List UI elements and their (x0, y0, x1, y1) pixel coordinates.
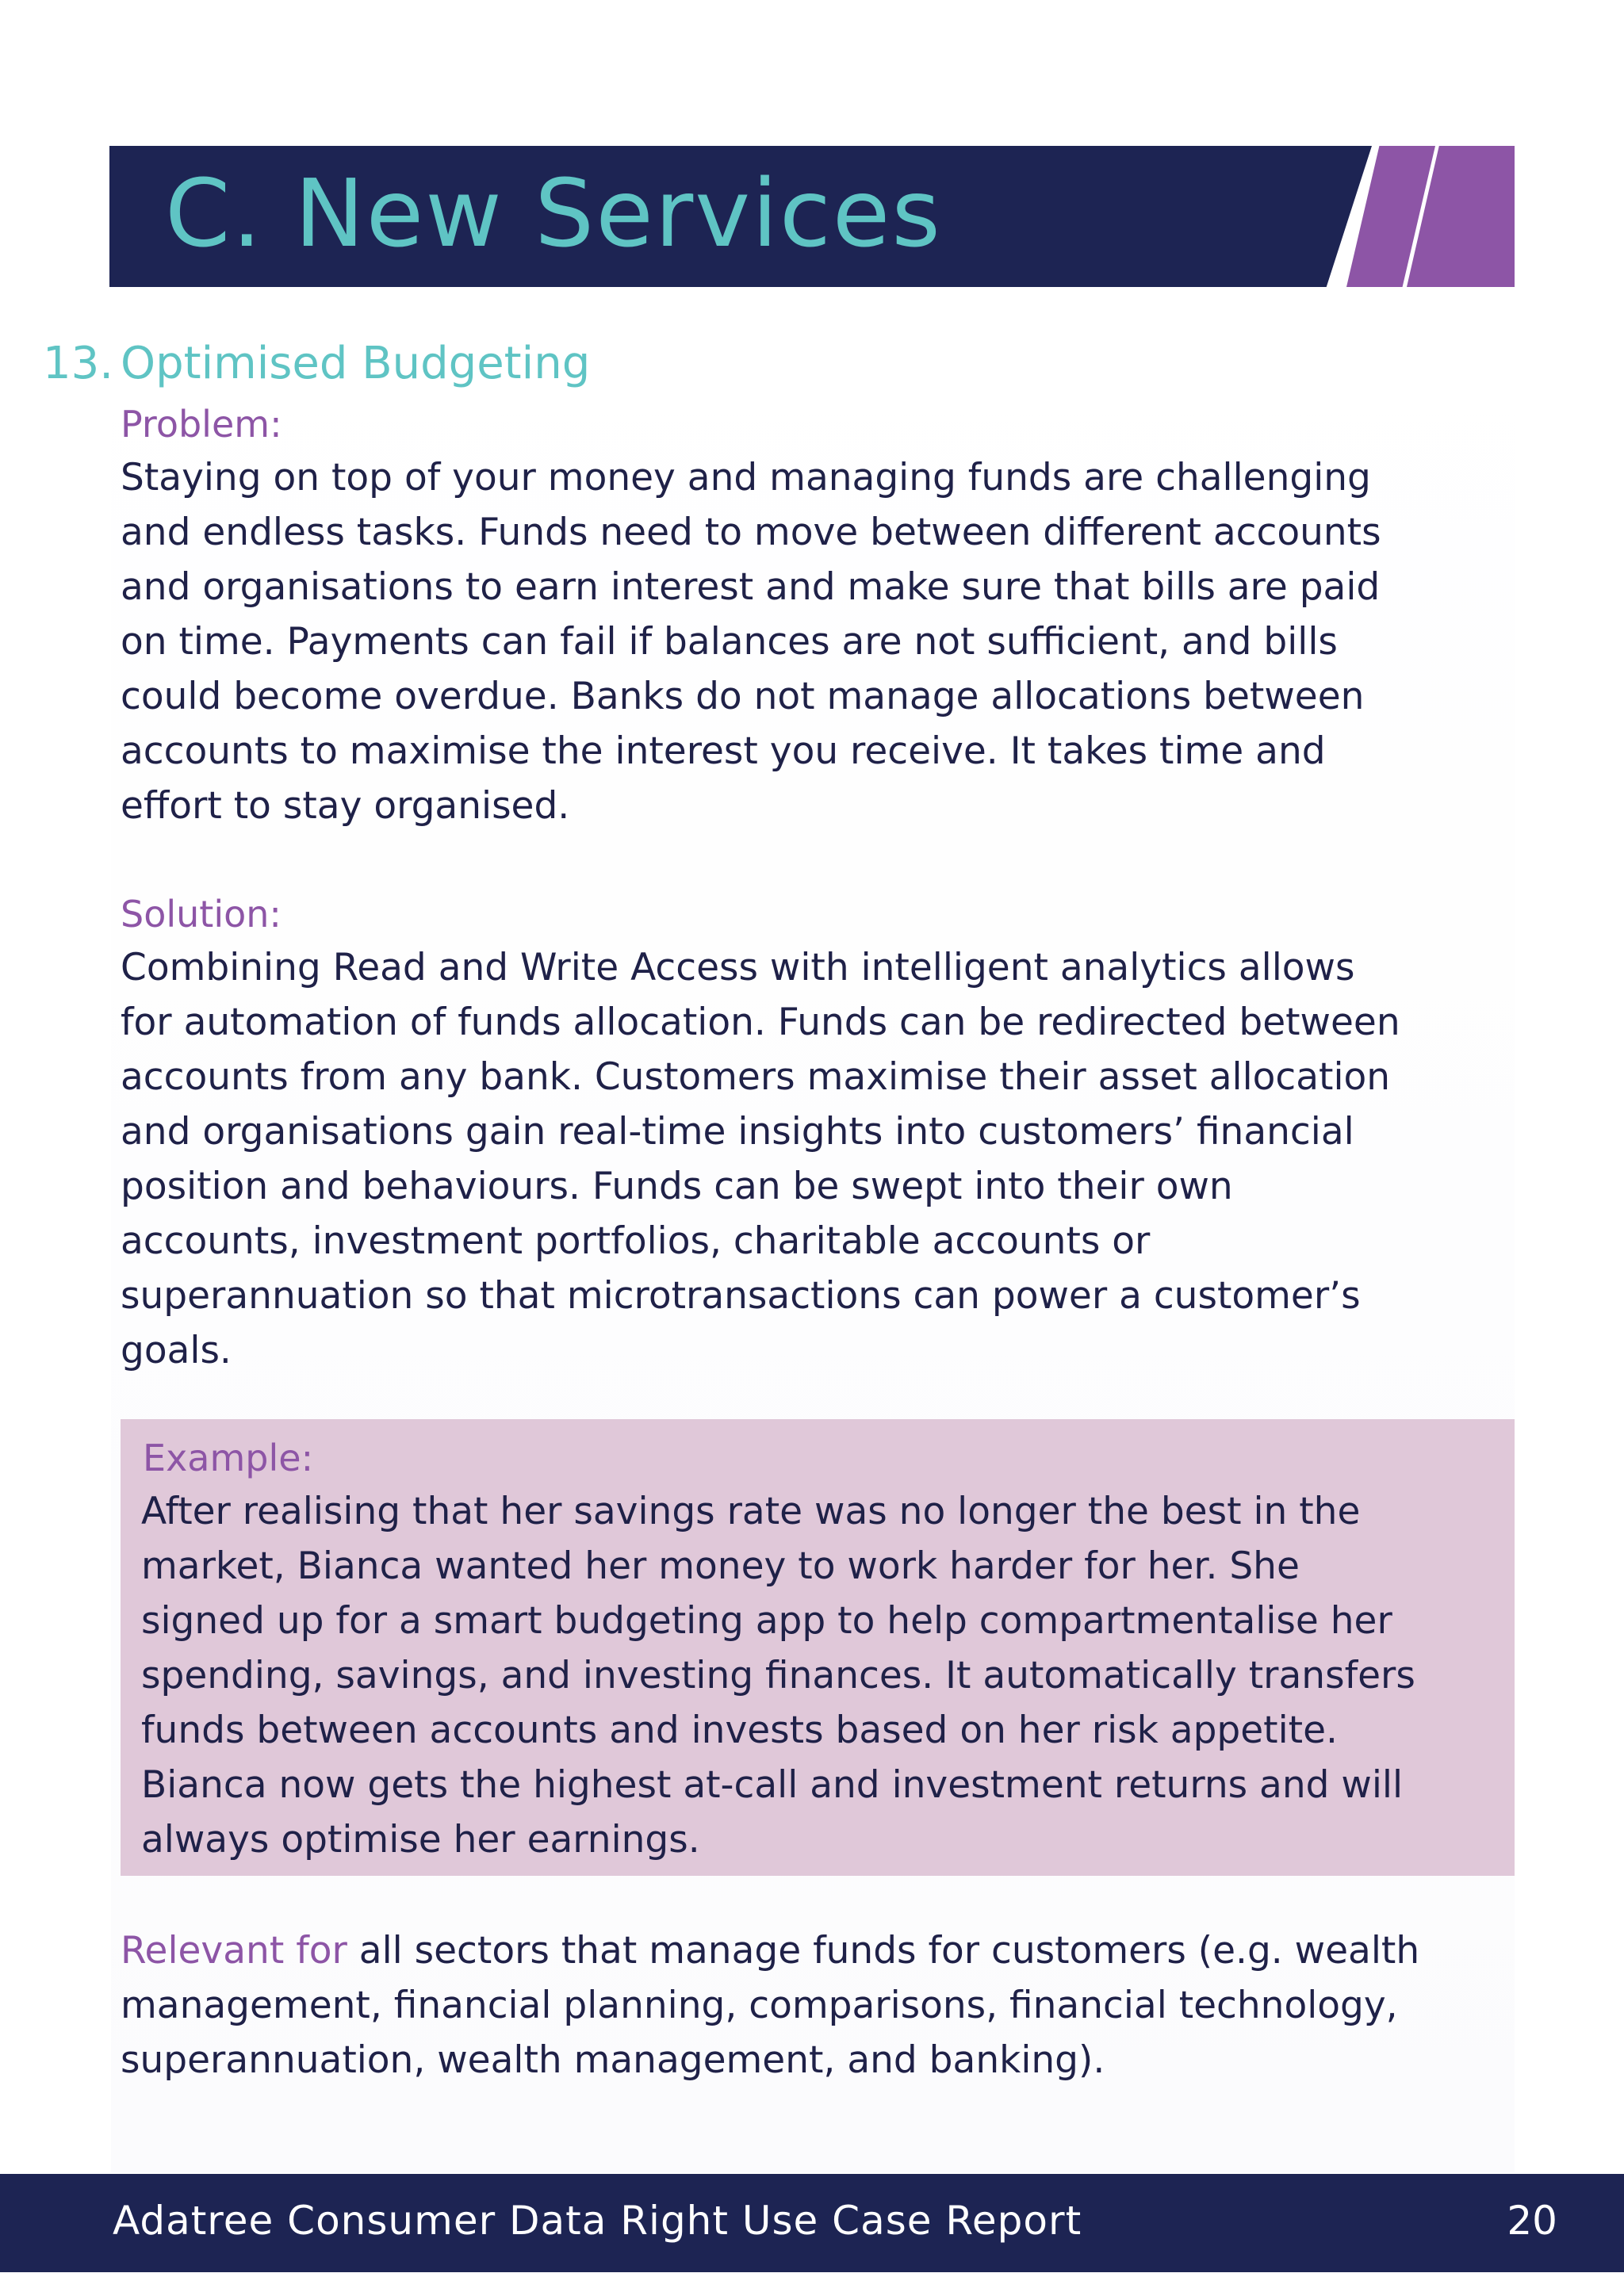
problem-line: could become overdue. Banks do not manage allocations between (121, 675, 1365, 718)
page-footer (0, 2174, 1624, 2272)
problem-line: and organisations to earn interest and make sure that bills are paid (121, 565, 1381, 609)
solution-line: for automation of funds allocation. Funds can be redirected between (121, 1001, 1400, 1044)
solution-line: accounts from any bank. Customers maximise their asset allocation (121, 1055, 1391, 1099)
footer-report-title: Adatree Consumer Data Right Use Case Report (113, 2198, 1082, 2244)
example-line: funds between accounts and invests based on her risk appetite. (141, 1709, 1338, 1752)
relevant-for-paragraph (121, 1923, 1419, 2087)
problem-label: Problem: (121, 403, 282, 446)
section-number: 13. (43, 338, 114, 389)
solution-line: goals. (121, 1329, 232, 1372)
section-title: Optimised Budgeting (121, 338, 591, 389)
relevant-for-highlight: Relevant for (121, 1929, 347, 1973)
relevant-line: superannuation, wealth management, and banking). (121, 2038, 1105, 2082)
example-line: After realising that her savings rate was no longer the best in the (141, 1490, 1361, 1533)
relevant-line (121, 1923, 1419, 1978)
solution-line: and organisations gain real-time insights into customers’ financial (121, 1110, 1354, 1154)
solution-line: accounts, investment portfolios, charitable accounts or (121, 1219, 1151, 1263)
problem-line: on time. Payments can fail if balances are not sufficient, and bills (121, 620, 1338, 664)
relevant-text: all sectors that manage funds for customers (e.g. wealth (347, 1929, 1420, 1973)
relevant-line: management, financial planning, comparisons, financial technology, (121, 1984, 1398, 2027)
problem-line: accounts to maximise the interest you receive. It takes time and (121, 729, 1326, 773)
example-box (121, 1419, 1515, 1876)
footer-page-number: 20 (1507, 2198, 1557, 2244)
page-title: C. New Services (165, 159, 942, 268)
section-header-banner (109, 146, 1515, 287)
example-line: always optimise her earnings. (141, 1818, 700, 1862)
problem-line: Staying on top of your money and managing funds are challenging (121, 456, 1371, 499)
solution-text (121, 940, 1524, 1378)
example-line: Bianca now gets the highest at-call and investment returns and will (141, 1763, 1404, 1807)
problem-line: and endless tasks. Funds need to move between different accounts (121, 511, 1381, 554)
problem-text (121, 450, 1524, 833)
solution-line: superannuation so that microtransactions can power a customer’s (121, 1274, 1361, 1318)
example-line: market, Bianca wanted her money to work harder for her. She (141, 1544, 1300, 1588)
example-line: spending, savings, and investing finances. It automatically transfers (141, 1654, 1415, 1697)
example-line: signed up for a smart budgeting app to help compartmentalise her (141, 1599, 1392, 1643)
example-text (141, 1484, 1415, 1867)
solution-label: Solution: (121, 893, 282, 936)
problem-line: effort to stay organised. (121, 784, 570, 828)
example-label: Example: (143, 1437, 314, 1479)
solution-line: Combining Read and Write Access with intelligent analytics allows (121, 946, 1355, 989)
solution-line: position and behaviours. Funds can be swept into their own (121, 1165, 1233, 1208)
